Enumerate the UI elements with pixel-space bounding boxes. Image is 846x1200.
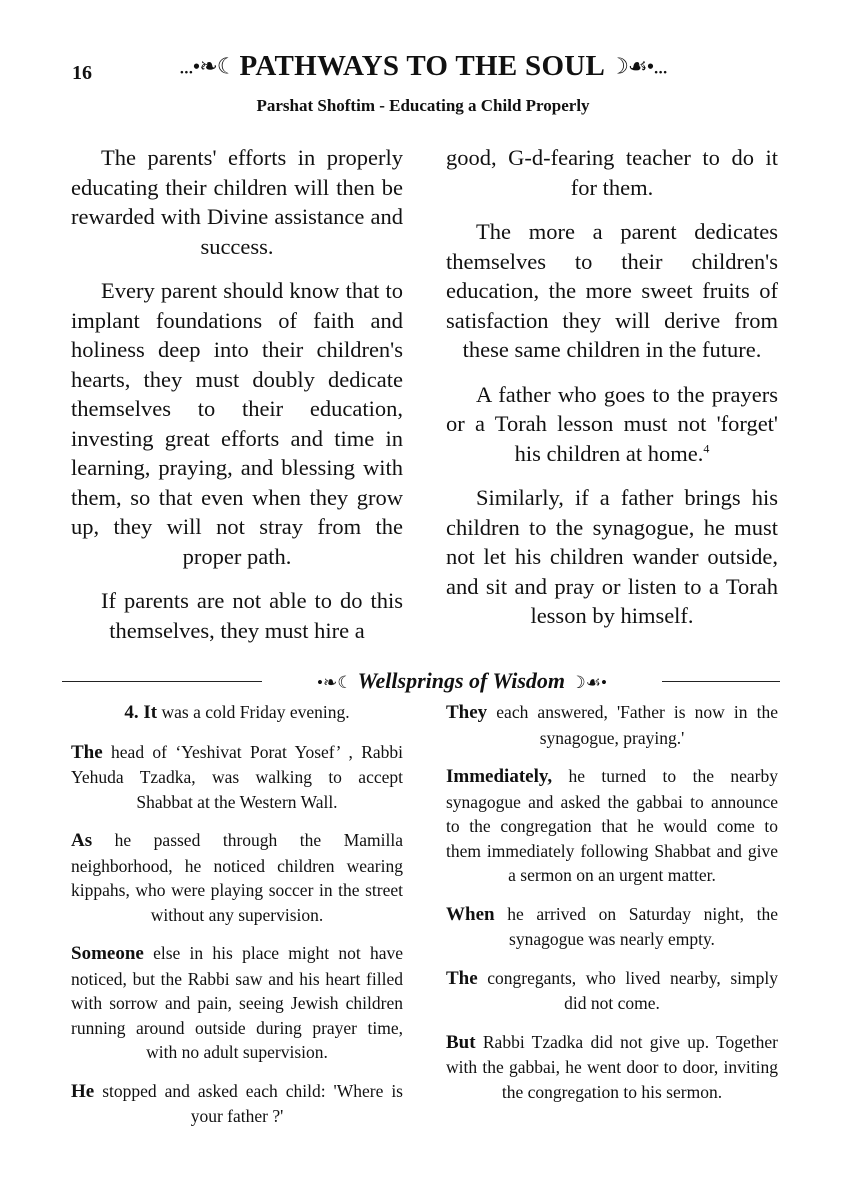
main-column-left: [71, 143, 403, 660]
book-title: PATHWAYS TO THE SOUL: [239, 50, 606, 82]
story-text: was a cold Friday evening.: [157, 702, 350, 722]
story-paragraph: [71, 828, 403, 927]
story-paragraph: [71, 740, 403, 815]
paragraph: The parents' efforts in properly educating their children will then be rewarded with Divine assistance and success.: [71, 145, 403, 259]
paragraph: Similarly, if a father brings his children to the synagogue, he must not let his children wander outside, and sit and pray or listen to a Torah lesson by himself.: [446, 485, 778, 628]
lead-word: 4. It: [124, 702, 158, 723]
section-heading: [262, 668, 662, 694]
story-paragraph: [446, 764, 778, 888]
story-paragraph: [446, 1030, 778, 1105]
page-header: [0, 50, 846, 95]
section-heading-label: Wellsprings of Wisdom: [357, 668, 566, 693]
story-paragraph: [446, 902, 778, 952]
story-column-left: [71, 700, 403, 1143]
ornament-left-icon: ...•❧☾: [179, 53, 236, 79]
ornament-left-icon: •❧☾: [317, 673, 353, 692]
lead-word: They: [446, 702, 488, 723]
story-text: each answered, 'Father is now in the synagogue, praying.': [487, 702, 778, 748]
footnote-marker[interactable]: 4: [703, 441, 710, 455]
chapter-subtitle: Parshat Shoftim - Educating a Child Properly: [256, 96, 590, 115]
story-text: he arrived on Saturday night, the synagogue was nearly empty.: [494, 903, 778, 949]
story-paragraph: [71, 1079, 403, 1129]
lead-word: Someone: [71, 943, 144, 964]
ornament-right-icon: ☽☙•: [570, 673, 607, 692]
ornament-right-icon: ☽☙•...: [609, 53, 667, 79]
lead-word: As: [71, 830, 93, 851]
lead-word: He: [71, 1080, 95, 1102]
lead-word: Immediately,: [446, 766, 553, 787]
paragraph-text: A father who goes to the prayers or a Torah lesson must not 'forget' his children at home.: [446, 381, 778, 466]
lead-word: When: [446, 903, 495, 925]
paragraph-continued: good, G-d-fearing teacher to do it for them.: [446, 145, 778, 200]
story-paragraph: [446, 700, 778, 750]
running-title: [128, 50, 718, 83]
story-text: Rabbi Tzadka did not give up. Together with the gabbai, he went door to door, inviting the congregation to his sermon.: [446, 1031, 778, 1102]
story-paragraph: [71, 700, 403, 726]
story-paragraph: [71, 941, 403, 1065]
paragraph: The more a parent dedicates themselves to their children's education, the more sweet fruits of satisfaction they will derive from these same children in the future.: [446, 219, 778, 362]
main-column-right: [446, 143, 778, 646]
paragraph: Every parent should know that to implant foundations of faith and holiness deep into their children's hearts, they must doubly dedicate themselves to their education, investing great efforts and time in learning, praying, and blessing with them, so that even when they grow up, they will not stray from the proper path.: [71, 278, 403, 569]
section-divider: [62, 668, 780, 696]
story-paragraph: [446, 966, 778, 1016]
lead-word: The: [71, 741, 103, 763]
paragraph: If parents are not able to do this themselves, they must hire a: [101, 588, 403, 643]
lead-word: But: [446, 1031, 476, 1053]
lead-word: The: [446, 967, 478, 989]
story-text: he turned to the nearby synagogue and asked the gabbai to announce to the congregation that he would come to them immediately following Shabbat and give a sermon on an urgent matter.: [446, 766, 778, 885]
story-text: else in his place might not have noticed, but the Rabbi saw and his heart filled with sorrow and pain, seeing Jewish children running around outside during prayer time, with no adult supervision.: [71, 943, 403, 1062]
story-text: congregants, who lived nearby, simply did not come.: [477, 967, 778, 1013]
paragraph: [446, 380, 778, 469]
story-column-right: [446, 700, 778, 1118]
story-text: stopped and asked each child: 'Where is your father ?': [94, 1080, 403, 1126]
story-text: he passed through the Mamilla neighborhood, he noticed children wearing kippahs, who were playing soccer in the street without any supervision.: [71, 830, 403, 925]
page-number: 16: [72, 62, 92, 84]
story-text: head of ‘Yeshivat Porat Yosef’ , Rabbi Yehuda Tzadka, was walking to accept Shabbat at the Western Wall.: [71, 741, 403, 812]
